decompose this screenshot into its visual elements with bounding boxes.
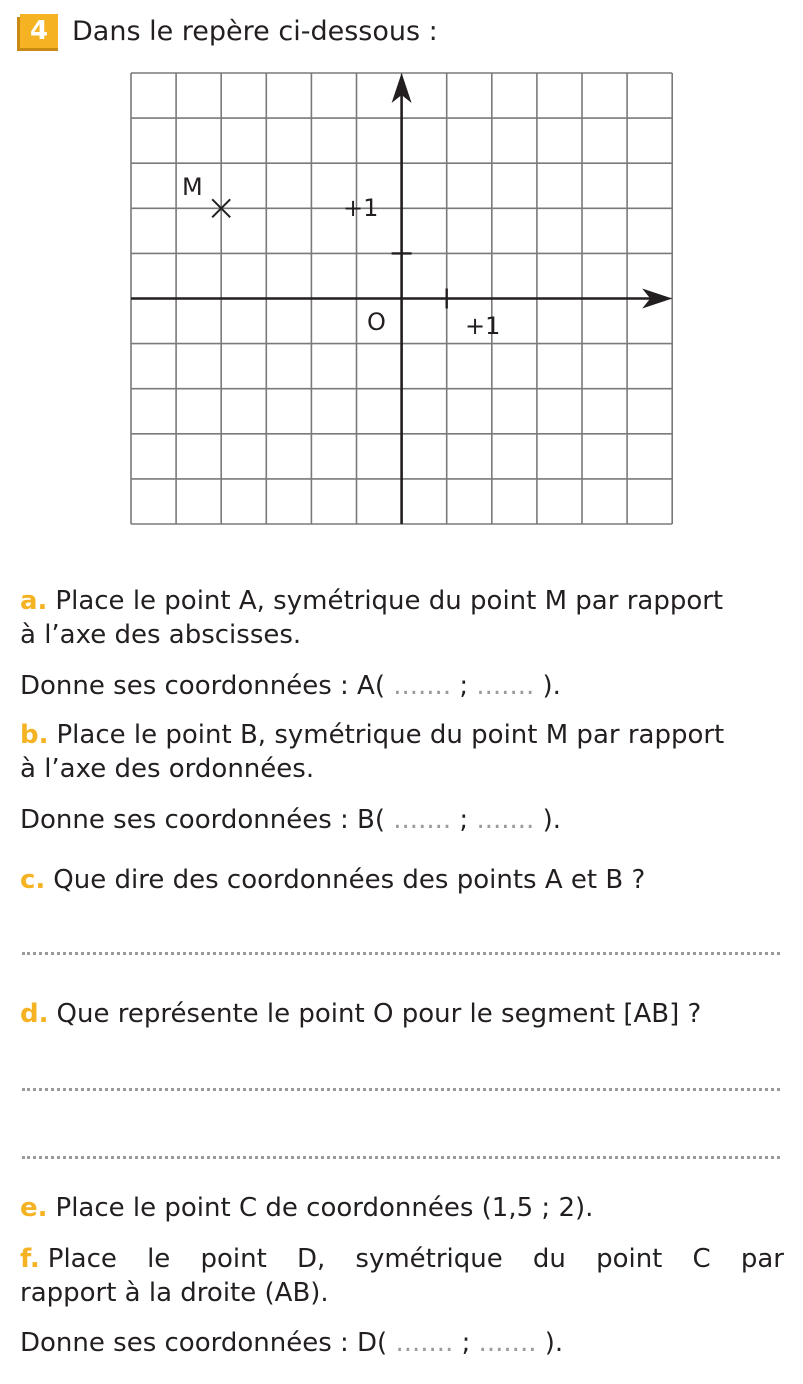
axes: [131, 73, 672, 524]
answer-b-blank-x[interactable]: .......: [393, 805, 452, 835]
answer-c-line[interactable]: [22, 952, 780, 955]
answer-b: [20, 803, 784, 837]
question-a-label: a.: [20, 586, 48, 616]
answer-f-suffix: ).: [544, 1328, 564, 1358]
answer-b-suffix: ).: [542, 805, 561, 835]
question-a-line1: Place le point A, symétrique du point M par rapport: [55, 586, 724, 616]
exercise-number: 4: [29, 16, 49, 46]
question-b-line2: à l’axe des ordonnées.: [20, 754, 315, 784]
y-unit-label: +1: [343, 194, 379, 222]
axis-ticks: [392, 253, 447, 308]
answer-f-blank-y[interactable]: .......: [478, 1328, 537, 1358]
answer-a-prefix: Donne ses coordonnées : A(: [20, 671, 385, 701]
answer-d-line-2[interactable]: [22, 1156, 780, 1159]
question-d-label: d.: [20, 999, 49, 1029]
answer-a-suffix: ).: [542, 671, 561, 701]
answer-a-blank-y[interactable]: .......: [476, 671, 535, 701]
origin-label: O: [367, 308, 386, 336]
question-b-line1: Place le point B, symétrique du point M par rapport: [56, 720, 725, 750]
question-d: [20, 997, 784, 1031]
question-b-label: b.: [20, 720, 49, 750]
point-m-label: M: [182, 173, 203, 201]
answer-b-blank-y[interactable]: .......: [476, 805, 535, 835]
coordinate-grid[interactable]: [0, 0, 803, 540]
answer-f-blank-x[interactable]: .......: [395, 1328, 454, 1358]
answer-f-separator: ;: [461, 1328, 471, 1358]
question-b: [20, 718, 784, 786]
answer-f-prefix: Donne ses coordonnées : D(: [20, 1328, 388, 1358]
x-unit-label: +1: [465, 312, 501, 340]
question-c: [20, 863, 784, 897]
question-e-text: Place le point C de coordonnées (1,5 ; 2).: [55, 1193, 594, 1223]
question-c-text: Que dire des coordonnées des points A et B ?: [53, 865, 646, 895]
question-f: [20, 1242, 784, 1310]
answer-b-separator: ;: [459, 805, 469, 835]
question-a: [20, 584, 784, 652]
question-e-label: e.: [20, 1193, 48, 1223]
exercise-title: Dans le repère ci-dessous :: [72, 15, 438, 47]
answer-a-blank-x[interactable]: .......: [393, 671, 452, 701]
question-a-line2: à l’axe des abscisses.: [20, 620, 302, 650]
answer-f: [20, 1326, 784, 1360]
question-e: [20, 1191, 784, 1225]
question-d-text: Que représente le point O pour le segment [AB] ?: [56, 999, 702, 1029]
question-f-line2: rapport à la droite (AB).: [20, 1278, 329, 1308]
question-f-line1: Place le point D, symétrique du point C par: [47, 1244, 784, 1274]
answer-a: [20, 669, 784, 703]
answer-d-line-1[interactable]: [22, 1088, 780, 1091]
answer-b-prefix: Donne ses coordonnées : B(: [20, 805, 386, 835]
answer-a-separator: ;: [459, 671, 469, 701]
question-c-label: c.: [20, 865, 46, 895]
question-f-label: f.: [20, 1244, 40, 1274]
